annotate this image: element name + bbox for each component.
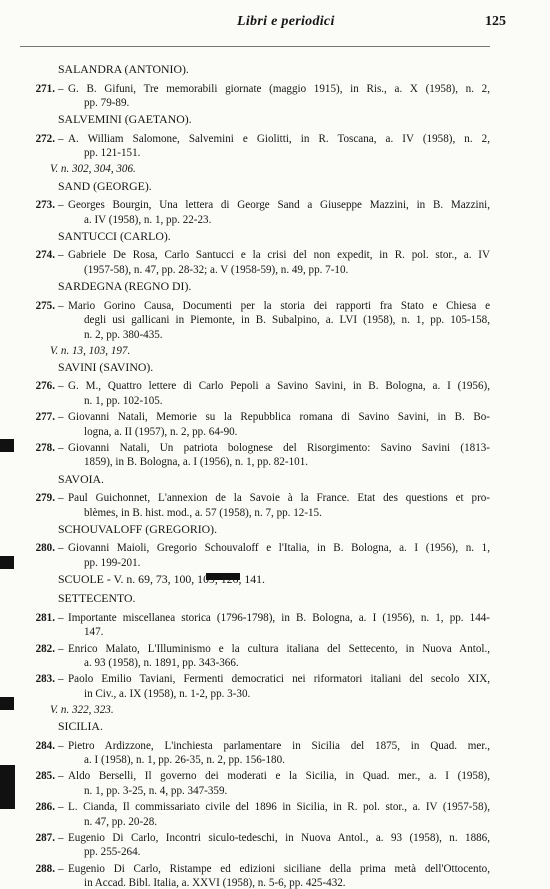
entry-number: 274. xyxy=(35,249,55,262)
entry-dash: – xyxy=(58,441,64,454)
entry-number: 282. xyxy=(35,642,55,655)
entry-number: 278. xyxy=(35,441,55,454)
subject-heading: SICILIA. xyxy=(58,719,103,734)
entry-line: pp. 199-201. xyxy=(84,556,141,569)
entry-dash: – xyxy=(58,199,64,212)
entry-number: 271. xyxy=(35,82,55,95)
entry-dash: – xyxy=(58,801,64,814)
entry-dash: – xyxy=(58,542,64,555)
entry-line: L. Cianda, Il commissariato civile del 1896 in Sicilia, in R. pol. stor., a. IV (1957-58), xyxy=(68,801,490,814)
entry-line: G. M., Quattro lettere di Carlo Pepoli a Savino Savini, in B. Bologna, a. I (1956), xyxy=(68,380,490,393)
entry-dash: – xyxy=(58,249,64,262)
entry-dash: – xyxy=(58,492,64,504)
entry-line: n. 47, pp. 20-28. xyxy=(84,815,158,828)
entry-dash: – xyxy=(58,132,64,145)
entry-line: a. I (1958), n. 1, pp. 26-35, n. 2, pp. 156-180. xyxy=(84,754,285,767)
entry-line: degli usi gallicani in Piemonte, in B. Subalpino, a. LVI (1958), n. 1, pp. 105-158, xyxy=(84,314,490,326)
entry-line: n. 1, pp. 102-105. xyxy=(84,394,163,407)
entry-number: 285. xyxy=(35,770,55,783)
entry-number: 280. xyxy=(35,542,55,555)
entry-line: logna, a. II (1957), n. 2, pp. 64-90. xyxy=(84,425,238,438)
entry-line: pp. 121-151. xyxy=(84,147,141,160)
entry-line: G. B. Gifuni, Tre memorabili giornate (maggio 1915), in Ris., a. X (1958), n. 2, xyxy=(68,82,490,95)
entry-line: 147. xyxy=(84,626,104,639)
entry-number: 288. xyxy=(35,862,55,875)
entry-dash: – xyxy=(58,739,64,752)
entry-dash: – xyxy=(58,831,64,844)
subject-heading: SAVINI (SAVINO). xyxy=(58,359,154,374)
entry-dash: – xyxy=(58,862,64,875)
entry-dash: – xyxy=(58,82,64,95)
entry-line: in Accad. Bibl. Italia, a. XXVI (1958), n. 5-6, pp. 425-432. xyxy=(84,877,346,889)
subject-heading: SANTUCCI (CARLO). xyxy=(58,228,171,243)
entry-line: Aldo Berselli, Il governo dei moderati e la Sicilia, in Quad. mer., a. I (1958), xyxy=(68,770,490,783)
subject-heading: SAVOIA. xyxy=(58,471,104,486)
entry-line: a. IV (1958), n. 1, pp. 22-23. xyxy=(84,213,212,226)
subject-heading: SAND (GEORGE). xyxy=(58,178,152,193)
entry-line: Eugenio Di Carlo, Incontri siculo-tedeschi, in Nuova Antol., a. 93 (1958), n. 1886, xyxy=(68,831,490,844)
entry-number: 276. xyxy=(35,380,55,393)
entry-line: Giovanni Natali, Memorie su la Repubblica romana di Savino Savini, in B. Bo- xyxy=(68,411,490,424)
entry-number: 277. xyxy=(35,411,55,424)
entry-line: Eugenio Di Carlo, Ristampe ed edizioni siciliane della prima metà dell'Ottocento, xyxy=(68,862,490,875)
entry-line: n. 1, pp. 3-25, n. 4, pp. 347-359. xyxy=(84,784,228,797)
entry-line: blèmes, in B. hist. mod., a. 57 (1958), n. 7, pp. 12-15. xyxy=(84,506,322,519)
entry-line: Giovanni Maioli, Gregorio Schouvaloff e l'Italia, in B. Bologna, a. I (1956), n. 1, xyxy=(68,542,490,555)
entry-number: 273. xyxy=(35,199,55,212)
cross-reference: V. n. 322, 323. xyxy=(50,704,114,716)
entry-line: in Civ., a. IX (1958), n. 1-2, pp. 3-30. xyxy=(84,687,251,700)
entry-line: Paolo Emilio Taviani, Fermenti democratici nei riformatori italiani del secolo XIX, xyxy=(68,673,490,686)
entry-number: 272. xyxy=(35,132,55,145)
entry-number: 281. xyxy=(35,611,55,624)
subject-heading: SCUOLE - V. n. 69, 73, 100, 109, 126, 141. xyxy=(58,571,266,586)
entry-dash: – xyxy=(58,380,64,393)
entry-number: 286. xyxy=(35,801,55,814)
entry-number: 287. xyxy=(35,831,55,844)
entry-line: pp. 79-89. xyxy=(84,97,130,109)
entry-line: a. 93 (1958), n. 1891, pp. 343-366. xyxy=(84,657,239,670)
entry-line: pp. 255-264. xyxy=(84,846,141,859)
entry-line: Georges Bourgin, Una lettera di George Sand a Giuseppe Mazzini, in B. Mazzini, xyxy=(68,199,490,212)
entry-dash: – xyxy=(58,411,64,424)
entry-line: Gabriele De Rosa, Carlo Santucci e la crisi del non expedit, in R. pol. stor., a. IV xyxy=(68,249,490,262)
page-number: 125 xyxy=(485,14,506,29)
entry-dash: – xyxy=(58,299,64,312)
entry-dash: – xyxy=(58,611,64,624)
subject-heading: SARDEGNA (REGNO DI). xyxy=(58,279,192,293)
entry-line: Paul Guichonnet, L'annexion de la Savoie à la France. Etat des questions et pro- xyxy=(68,492,490,504)
entry-number: 283. xyxy=(35,673,55,686)
entry-line: Importante miscellanea storica (1796-1798), in B. Bologna, a. I (1956), n. 1, pp. 144- xyxy=(68,611,490,624)
subject-heading: SALVEMINI (GAETANO). xyxy=(58,112,192,127)
entry-line: Giovanni Natali, Un patriota bolognese del Risorgimento: Savino Savini (1813- xyxy=(68,441,490,454)
entry-line: Mario Gorino Causa, Documenti per la storia dei rapporti fra Stato e Chiesa e xyxy=(68,299,490,312)
entry-line: 1859), in B. Bologna, a. I (1956), n. 1, pp. 82-101. xyxy=(84,456,309,469)
entry-dash: – xyxy=(58,770,64,783)
entry-line: (1957-58), n. 47, pp. 28-32; a. V (1958-59), n. 49, pp. 7-10. xyxy=(84,263,349,276)
cross-reference: V. n. 13, 103, 197. xyxy=(50,344,131,357)
entry-line: Enrico Malato, L'Illuminismo e la cultura italiana del Settecento, in Nuova Antol., xyxy=(68,642,490,655)
subject-heading: SCHOUVALOFF (GREGORIO). xyxy=(58,521,218,536)
subject-heading: SETTECENTO. xyxy=(58,591,136,606)
entry-number: 275. xyxy=(35,299,55,312)
entry-number: 284. xyxy=(35,739,55,752)
entry-dash: – xyxy=(58,642,64,655)
running-title: Libri e periodici xyxy=(237,14,335,29)
entry-dash: – xyxy=(58,673,64,686)
subject-heading: SALANDRA (ANTONIO). xyxy=(58,62,189,76)
entry-line: n. 2, pp. 380-435. xyxy=(84,328,163,341)
entry-number: 279. xyxy=(35,492,55,504)
entry-line: Pietro Ardizzone, L'inchiesta parlamentare in Sicilia del 1875, in Quad. mer., xyxy=(68,739,490,752)
cross-reference: V. n. 302, 304, 306. xyxy=(50,163,136,176)
entry-line: A. William Salomone, Salvemini e Giolitti, in R. Toscana, a. IV (1958), n. 2, xyxy=(68,132,490,145)
